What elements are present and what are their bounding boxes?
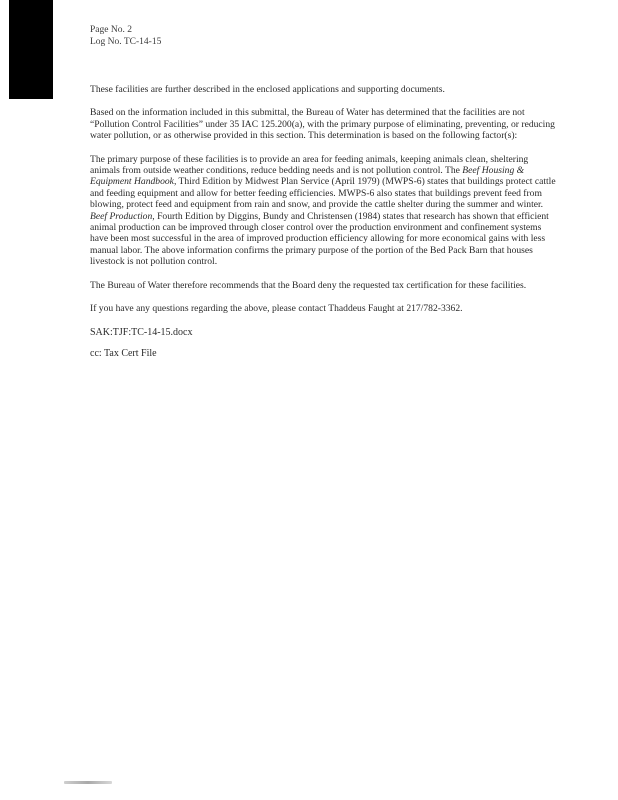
letter-body — [90, 84, 556, 369]
scan-smudge — [64, 781, 112, 784]
page-number: Page No. 2 — [90, 25, 132, 35]
paragraph-determination: Based on the information included in this submittal, the Bureau of Water has determined that the facilities are not “Pollution Control Facilities” under 35 IAC 125.200(a), with the primary purpose of eliminating, preventing, or reducing water pollution, or as otherwise provided in this section. This determination is based on the following factor(s): — [90, 107, 555, 142]
book-title-beef-production: Beef Production — [90, 210, 153, 222]
book-title-beef-housing: Beef Housing & Equipment Handbook — [90, 165, 525, 188]
reference-line: SAK:TJF:TC-14-15.docx — [90, 326, 193, 338]
page-header — [90, 25, 161, 48]
paragraph-recommendation: The Bureau of Water therefore recommends that the Board deny the requested tax certification for these facilities. — [90, 279, 527, 291]
paragraph-primary-purpose — [90, 154, 556, 268]
purpose-text-part-2: , Third Edition by Midwest Plan Service (April 1979) (MWPS-6) states that buildings protect cattle and feeding equipment and allow for better feeding efficiencies. MWPS-6 also states that buildings prevent feed from blowing, protect feed and equipment from rain and snow, and provide the cattle shelter during the summer and winter. — [90, 176, 556, 211]
paragraph-facilities-described: These facilities are further described in the enclosed applications and supporting documents. — [90, 84, 445, 95]
scan-edge-bar — [9, 0, 53, 99]
purpose-text-part-1: The primary purpose of these facilities is to provide an area for feeding animals, keeping animals clean, sheltering animals from outside weather conditions, reduce bedding needs and is not pollution control. The — [90, 153, 529, 177]
purpose-text-part-3: , Fourth Edition by Diggins, Bundy and Christensen (1984) states that research has shown that efficient animal production can be improved through closer control over the production environment and confinement systems have been most successful in the area of improved production efficiency allowing for more economical gains with less manual labor. The above information confirms the primary purpose of the portion of the Bed Pack Barn that houses livestock is not pollution control. — [90, 210, 549, 268]
cc-line: cc: Tax Cert File — [90, 347, 157, 359]
log-number: Log No. TC-14-15 — [90, 36, 162, 47]
paragraph-contact: If you have any questions regarding the above, please contact Thaddeus Faught at 217/782-3362. — [90, 303, 463, 315]
